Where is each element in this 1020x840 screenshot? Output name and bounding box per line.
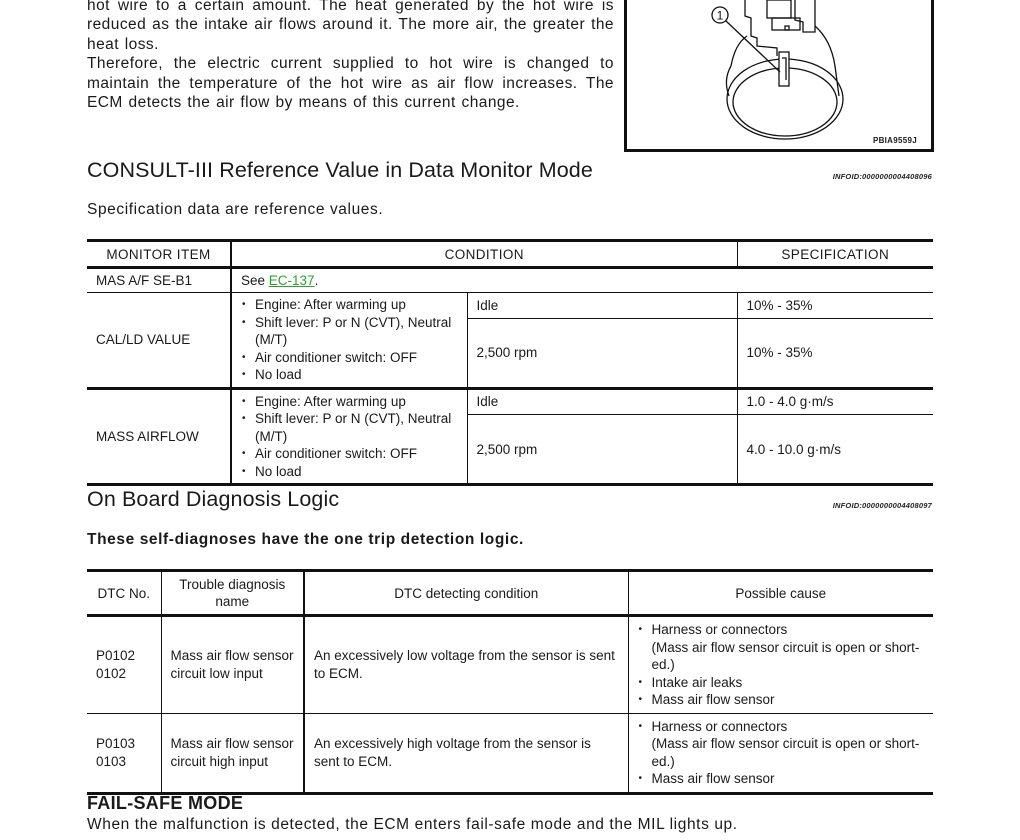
condition-item: • Air conditioner switch: OFF (241, 349, 458, 367)
sub-condition: 2,500 rpm (467, 319, 737, 388)
trouble-diagnosis-name: Mass air flow sensor circuit low input (161, 616, 304, 714)
section-title-consult: CONSULT-III Reference Value in Data Monitor Mode (87, 158, 593, 182)
dtc-code-alt: 0102 (96, 665, 127, 681)
specification-value: 4.0 - 10.0 g·m/s (737, 415, 933, 485)
condition-item: • Shift lever: P or N (CVT), Neutral (M/T) (241, 410, 458, 445)
condition-item: • No load (241, 463, 458, 481)
possible-cause-list (638, 718, 925, 788)
condition-item: • Engine: After warming up (241, 393, 458, 411)
sub-condition: 2,500 rpm (467, 415, 737, 485)
dtc-number (87, 713, 161, 793)
spec-note: Specification data are reference values. (87, 201, 384, 218)
table-row (87, 293, 933, 319)
header-possible-cause: Possible cause (628, 571, 933, 616)
monitor-item: MAS A/F SE-B1 (87, 268, 231, 293)
table-header-row (87, 571, 933, 616)
specification-value: 1.0 - 4.0 g·m/s (737, 388, 933, 415)
table-header-row (87, 241, 933, 268)
period: . (314, 273, 319, 288)
sub-condition: Idle (467, 293, 737, 319)
dtc-number (87, 616, 161, 714)
condition-list-cell (231, 388, 467, 485)
dtc-code: P0102 (96, 648, 136, 664)
condition-item: • No load (241, 366, 458, 384)
condition-cell (231, 268, 933, 293)
cause-item: • Intake air leaks (638, 674, 925, 692)
table-row (87, 388, 933, 415)
cause-item: • Mass air flow sensor (638, 770, 925, 788)
table-row (87, 268, 933, 293)
sub-condition: Idle (467, 388, 737, 415)
intro-paragraph-1: hot wire to a certain amount. The heat generated by the hot wire is reduced as the intake air flows around it. The more air, the greater the heat loss. (87, 0, 614, 53)
condition-item: • Air conditioner switch: OFF (241, 445, 458, 463)
cause-item: • Harness or connectors (Mass air flow sensor circuit is open or short-ed.) (638, 718, 925, 771)
condition-item: • Engine: After warming up (241, 296, 458, 314)
section-title-obd: On Board Diagnosis Logic (87, 487, 340, 511)
reference-value-table (87, 239, 933, 486)
header-specification: SPECIFICATION (737, 241, 933, 268)
ec-137-link[interactable]: EC-137 (268, 273, 315, 288)
condition-list (241, 296, 458, 384)
table-row (87, 616, 933, 714)
sensor-illustration (627, 0, 931, 149)
infoid-consult: INFOID:0000000004408096 (832, 172, 932, 181)
possible-cause-cell (628, 713, 933, 793)
header-dtc-detecting-condition: DTC detecting condition (304, 571, 628, 616)
cause-item: • Harness or connectors (Mass air flow sensor circuit is open or short-ed.) (638, 621, 925, 674)
infoid-obd: INFOID:0000000004408097 (832, 501, 932, 510)
dtc-code: P0103 (96, 736, 136, 751)
one-trip-note: These self-diagnoses have the one trip detection logic. (87, 531, 524, 548)
mass-air-flow-sensor-figure (624, 0, 934, 152)
see-prefix: See (241, 273, 269, 288)
header-condition: CONDITION (231, 241, 737, 268)
trouble-diagnosis-name: Mass air flow sensor circuit high input (161, 713, 304, 793)
cause-item: • Mass air flow sensor (638, 691, 925, 709)
callout-number: 1 (716, 8, 724, 23)
specification-value: 10% - 35% (737, 319, 933, 388)
fail-safe-title: FAIL-SAFE MODE (87, 793, 244, 813)
condition-list-cell (231, 293, 467, 389)
condition-list (241, 393, 458, 481)
dtc-table (87, 569, 933, 795)
figure-code: PBIA9559J (872, 136, 917, 145)
header-monitor-item: MONITOR ITEM (87, 241, 231, 268)
intro-text (87, 0, 614, 112)
monitor-item: CAL/LD VALUE (87, 293, 231, 389)
dtc-detecting-condition: An excessively low voltage from the sensor is sent to ECM. (304, 616, 628, 714)
possible-cause-list (638, 621, 925, 709)
intro-paragraph-2: Therefore, the electric current supplied to hot wire is changed to maintain the temperature of the hot wire as air flow increases. The ECM detects the air flow by means of this current change. (87, 55, 614, 112)
dtc-code-alt: 0103 (96, 753, 127, 769)
fail-safe-text: When the malfunction is detected, the ECM enters fail-safe mode and the MIL lights up. (87, 816, 738, 833)
condition-item: • Shift lever: P or N (CVT), Neutral (M/T) (241, 314, 458, 349)
header-trouble-diagnosis-name: Trouble diagnosis name (161, 571, 304, 616)
dtc-detecting-condition: An excessively high voltage from the sensor is sent to ECM. (304, 713, 628, 793)
possible-cause-cell (628, 616, 933, 714)
monitor-item: MASS AIRFLOW (87, 388, 231, 485)
specification-value: 10% - 35% (737, 293, 933, 319)
header-dtc-no: DTC No. (87, 571, 161, 616)
table-row (87, 713, 933, 793)
